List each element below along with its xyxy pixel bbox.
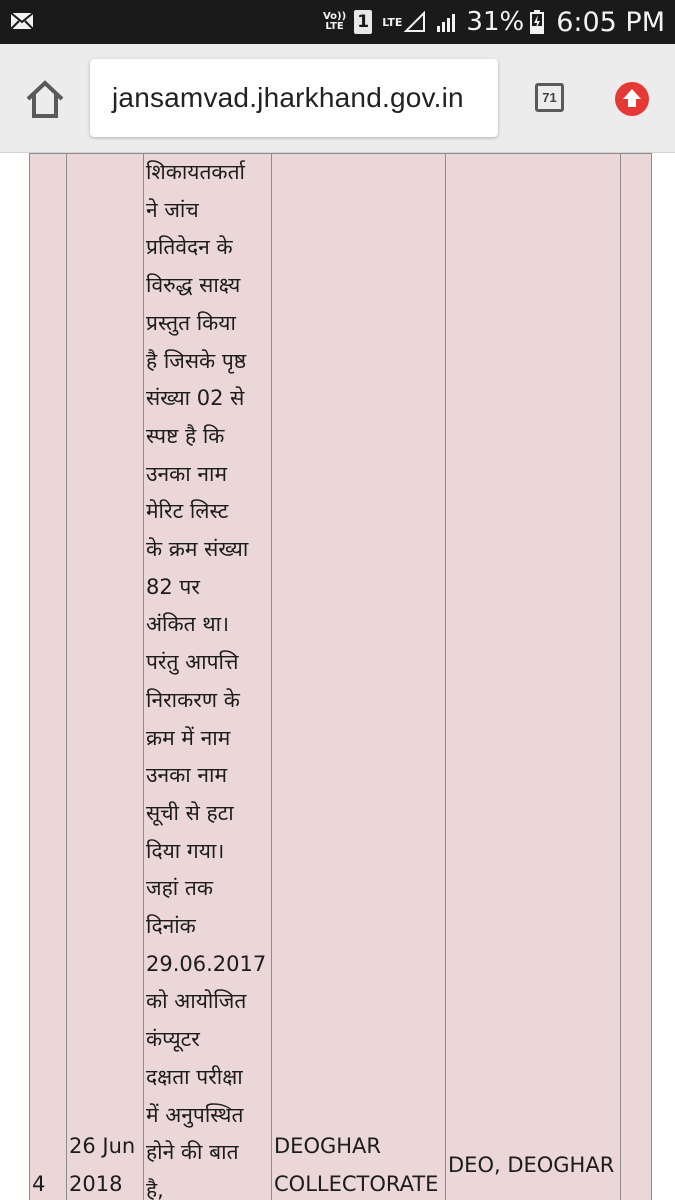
description-line: ने जांच xyxy=(146,197,199,222)
description-line: में अनुपस्थित xyxy=(146,1102,244,1127)
tab-switcher-button[interactable]: 71 xyxy=(535,83,564,112)
description-line: उनका नाम xyxy=(146,461,228,486)
next-column-cell xyxy=(621,154,652,1200)
volte-indicator: Vo)) LTE xyxy=(322,11,347,32)
battery-percent: 31% xyxy=(466,7,525,37)
signal-strength-icon xyxy=(436,11,458,33)
description-line: दक्षता परीक्षा xyxy=(146,1064,243,1089)
description-line: होने की बात xyxy=(146,1140,239,1165)
description-line: विरुद्ध साक्ष्य xyxy=(146,273,241,298)
serial-number: 4 xyxy=(32,1171,46,1196)
battery-charging-icon xyxy=(530,10,544,34)
date-cell xyxy=(67,154,144,1200)
url-text[interactable]: jansamvad.jharkhand.gov.in xyxy=(112,82,464,113)
description-line: निराकरण के xyxy=(146,687,240,712)
home-icon[interactable] xyxy=(24,79,66,119)
date-day-month: 26 Jun xyxy=(69,1134,136,1159)
department-line-1: DEOGHAR xyxy=(274,1134,381,1159)
department-cell xyxy=(272,154,446,1200)
description-line: 82 पर xyxy=(146,574,200,599)
description-line: 29.06.2017 xyxy=(146,951,267,976)
description-line: स्पष्ट है कि xyxy=(146,423,225,448)
description-line: कंप्यूटर xyxy=(146,1027,200,1052)
sim-slot-indicator: 1 xyxy=(354,10,372,34)
description-line: है, xyxy=(146,1177,164,1200)
date-year: 2018 xyxy=(69,1171,123,1196)
description-line: जहां तक xyxy=(146,876,213,901)
description-line: अंकित था। xyxy=(146,612,230,637)
description-line: मेरिट लिस्ट xyxy=(146,499,229,524)
serial-number-cell xyxy=(30,154,67,1200)
signal-empty-icon xyxy=(404,11,426,33)
network-type-label: LTE xyxy=(382,15,403,29)
description-text xyxy=(146,154,269,1200)
description-line: के क्रम संख्या xyxy=(146,537,249,562)
description-line: दिनांक xyxy=(146,914,196,939)
grievance-table xyxy=(29,153,652,1200)
description-line: शिकायतकर्ता xyxy=(146,160,245,184)
officer-cell xyxy=(446,154,621,1200)
description-line: उनका नाम xyxy=(146,763,228,788)
description-line: प्रस्तुत किया xyxy=(146,310,236,335)
description-line: है जिसके पृष्ठ xyxy=(146,348,247,373)
description-line: प्रतिवेदन के xyxy=(146,235,233,260)
clock: 6:05 PM xyxy=(556,6,665,38)
description-line: क्रम में नाम xyxy=(146,725,231,750)
officer-name: DEO, DEOGHAR xyxy=(448,1152,615,1177)
table-row xyxy=(30,154,652,1200)
description-line: को आयोजित xyxy=(146,989,247,1014)
department-line-2: COLLECTORATE xyxy=(274,1171,439,1196)
status-bar xyxy=(0,0,675,44)
upload-icon[interactable] xyxy=(614,81,650,117)
description-line: दिया गया। xyxy=(146,838,225,863)
browser-toolbar xyxy=(0,44,675,153)
description-line: संख्या 02 से xyxy=(146,386,245,411)
mail-icon xyxy=(10,11,34,31)
page-content xyxy=(0,153,675,1200)
description-cell xyxy=(144,154,272,1200)
description-line: परंतु आपत्ति xyxy=(146,650,239,675)
description-line: सूची से हटा xyxy=(146,800,234,825)
address-bar[interactable] xyxy=(90,59,498,137)
